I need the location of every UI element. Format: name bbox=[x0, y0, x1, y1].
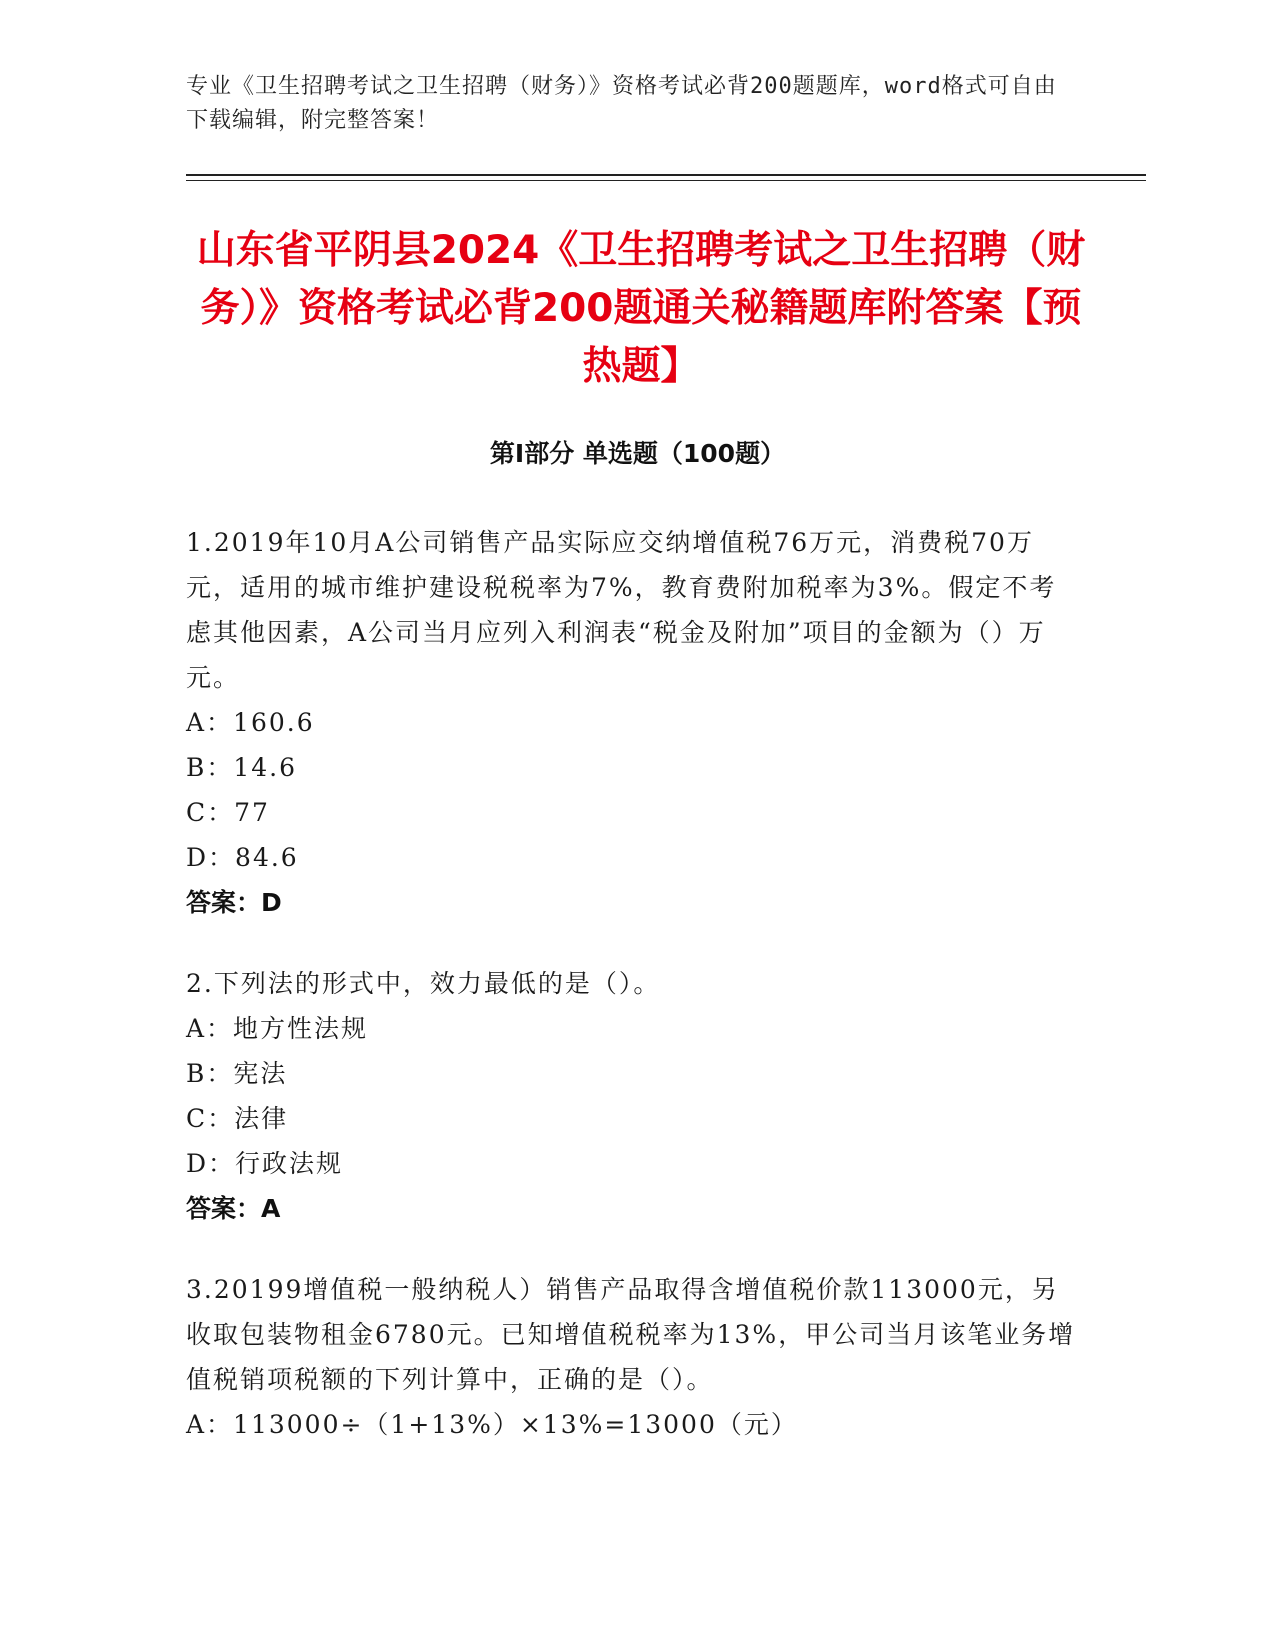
question-stem: 1.2019年10月A公司销售产品实际应交纳增值税76万元，消费税70万元，适用的城市维护建设税税率为7%，教育费附加税率为3%。假定不考虑其他因素，A公司当月应列入利润表“税金及附加”项目的金额为（）万元。 bbox=[186, 528, 1057, 692]
option-c: C：法律 bbox=[186, 1104, 289, 1133]
option-d: D：行政法规 bbox=[186, 1149, 344, 1178]
option-d: D：84.6 bbox=[186, 843, 299, 872]
question-stem: 2.下列法的形式中，效力最低的是（）。 bbox=[186, 969, 661, 998]
section-title: 第Ⅰ部分 单选题（100题） bbox=[489, 439, 786, 468]
document-title: 山东省平阴县2024《卫生招聘考试之卫生招聘（财务）》资格考试必背200题通关秘籍题库附答案【预热题】 bbox=[196, 228, 1086, 389]
option-a: A：160.6 bbox=[186, 708, 315, 737]
answer: 答案：A bbox=[186, 1194, 281, 1223]
question-stem: 3.20199增值税一般纳税人）销售产品取得含增值税价款113000元，另收取包装物租金6780元。已知增值税税率为13%，甲公司当月该笔业务增值税销项税额的下列计算中，正确的是（）。 bbox=[186, 1275, 1076, 1394]
question-3 bbox=[186, 1267, 1076, 1447]
header-note: 专业《卫生招聘考试之卫生招聘（财务）》资格考试必背200题题库，word格式可自由下载编辑，附完整答案！ bbox=[186, 74, 1057, 133]
option-b: B：宪法 bbox=[186, 1059, 288, 1088]
header-divider-thick bbox=[186, 174, 1146, 176]
option-a: A：113000÷（1+13%）×13%=13000（元） bbox=[186, 1410, 798, 1439]
option-b: B：14.6 bbox=[186, 753, 298, 782]
option-a: A：地方性法规 bbox=[186, 1014, 369, 1043]
question-2 bbox=[186, 961, 1076, 1231]
answer: 答案：D bbox=[186, 888, 282, 917]
question-1 bbox=[186, 520, 1076, 925]
question-list bbox=[186, 520, 1076, 1483]
header-divider-thin bbox=[186, 180, 1146, 181]
option-c: C：77 bbox=[186, 798, 270, 827]
